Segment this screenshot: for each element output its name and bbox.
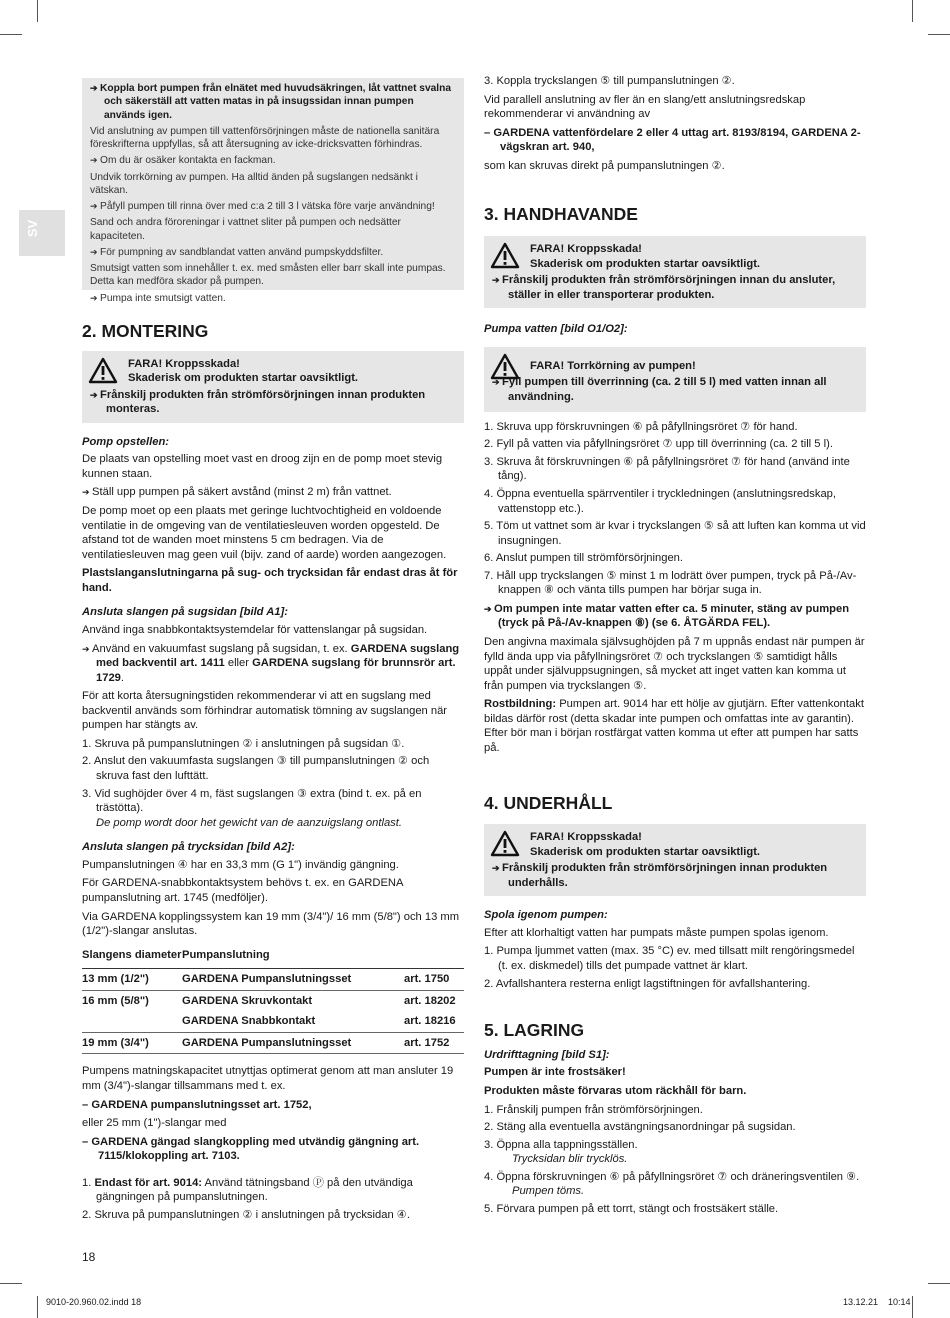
table-cell: art. 18216 [404, 1011, 464, 1032]
list-item [484, 487, 866, 516]
list-item [82, 754, 464, 783]
step-number: 2. [82, 755, 92, 768]
table-cell: art. 1752 [404, 1032, 464, 1054]
step-text: Använd tätningsband Ⓟ på den utvändiga gängningen på pumpanslutningen. [96, 1176, 413, 1204]
list-item [82, 737, 464, 752]
step-text: Skruva upp förskruvningen ⑥ på påfyllningsröret ⑦ för hand. [496, 420, 798, 433]
note-instruction: ➔ Koppla bort pumpen från elnätet med huvudsäkringen, låt vattnet svalna och säkerställ att vatten matas in på insugssidan innan pumpen används igen. [90, 82, 456, 122]
step-number: 1. [484, 945, 494, 958]
step-text: Håll upp tryckslangen ⑤ minst 1 m lodrätt över pumpen, tryck på På-/Av-knappen ⑧ och vänta tills pumpen har börjar suga in. [496, 569, 857, 597]
paragraph [484, 697, 866, 755]
list-item [484, 944, 866, 973]
product-item: – GARDENA gängad slangkoppling med utvändig gängning art. 7115/klokoppling art. 7103. [82, 1135, 464, 1164]
table-cell [82, 1011, 182, 1032]
text: eller [224, 657, 253, 670]
note-instruction: ➔ Om du är osäker kontakta en fackman. [90, 154, 456, 167]
warning-icon [490, 353, 520, 380]
step-number: 3. [82, 787, 92, 800]
note-text: Sand och andra föroreningar i vattnet sliter på pumpen och nedsätter kapaciteten. [90, 217, 401, 242]
note-text: Vid anslutning av pumpen till vattenförsörjningen måste de nationella sanitära föreskrifterna uppfyllas, så att återsugning av icke-dricksvatten förhindras. [90, 125, 440, 150]
step-text: Öppna förskruvningen ⑥ på påfyllningsröret ⑦ och dräneringsventilen ⑨. [496, 1170, 860, 1183]
list-item [484, 519, 866, 548]
step-text: Fyll på vatten via påfyllningsröret ⑦ upp till överrinning (ca. 2 till 5 l). [496, 438, 833, 451]
warning-title: FARA! Kroppsskada! [128, 357, 240, 370]
step-note: Pumpen töms. [512, 1185, 585, 1198]
step-text: Anslut pumpen till strömförsörjningen. [495, 552, 684, 565]
warning-action: ➔ Frånskilj produkten från strömförsörjningen innan produkten underhålls. [492, 861, 858, 890]
paragraph: Via GARDENA kopplingssystem kan 19 mm (3/4")/ 16 mm (5/8") och 13 mm (1/2")-slangar anslutas. [82, 910, 460, 938]
warning-icon [88, 357, 118, 384]
step-number: 2. [484, 438, 494, 451]
crop-mark [0, 34, 22, 35]
table-header-row [82, 945, 464, 969]
paragraph: Använd inga snabbkontaktsystemdelar för vattenslangar på sugsidan. [82, 623, 428, 636]
step-number: 1. [484, 420, 494, 433]
table-cell: GARDENA Pumpanslutningsset [182, 969, 404, 991]
table-row [82, 1032, 464, 1054]
step-text: Öppna eventuella spärrventiler i tryckledningen (anslutningsredskap, vattenstopp etc.). [496, 487, 837, 515]
right-column [484, 74, 866, 1220]
list-item [484, 1170, 866, 1199]
step-text: Skruva på pumpanslutningen ② i anslutningen på trycksidan ④. [94, 1208, 410, 1221]
footer-file: 9010-20.960.02.indd 18 [46, 1297, 142, 1307]
left-column [82, 78, 464, 1227]
crop-mark [0, 1283, 22, 1284]
warning-icon [490, 830, 520, 857]
table-cell: 13 mm (1/2") [82, 969, 182, 991]
list-item [484, 977, 866, 992]
list-item [484, 455, 866, 484]
section-title-montering: 2. MONTERING [82, 321, 209, 341]
section-title-handhavande: 3. HANDHAVANDE [484, 204, 638, 225]
subsection-title: Pumpa vatten [bild O1/O2]: [484, 323, 628, 336]
text: . [120, 671, 124, 684]
table-cell: GARDENA Snabbkontakt [182, 1011, 404, 1032]
crop-mark [37, 1296, 38, 1318]
step-note: Trycksidan blir trycklös. [512, 1153, 628, 1166]
list-item [484, 1138, 866, 1167]
list-item [484, 437, 866, 452]
paragraph: Efter att klorhaltigt vatten har pumpats måste pumpen spolas igenom. [484, 926, 829, 939]
warning-action: ➔ Frånskilj produkten från strömförsörjningen innan du ansluter, ställer in eller transporterar produkten. [492, 273, 858, 302]
table-header: Slangens diameter [82, 945, 182, 969]
step-text: Anslut den vakuumfasta sugslangen ③ till pumpanslutningen ② och skruva fast den lufttätt. [93, 755, 430, 782]
subsection-title: Pomp opstellen: [82, 435, 170, 448]
instruction [82, 642, 464, 686]
list-item [82, 1208, 464, 1223]
list-item [484, 569, 866, 598]
connection-table [82, 945, 464, 1055]
crop-mark [912, 0, 913, 22]
list-item [484, 1120, 866, 1135]
warning-text: Skaderisk om produkten startar oavsiktligt. [530, 845, 761, 858]
warning-title: FARA! Torrkörning av pumpen! [530, 359, 696, 372]
paragraph: Pumpanslutningen ④ har en 33,3 mm (G 1") invändig gängning. [82, 858, 399, 871]
step-list [484, 1103, 866, 1217]
paragraph: som kan skruvas direkt på pumpanslutningen ②. [484, 159, 725, 172]
step-list [82, 1176, 464, 1223]
warning-box [484, 347, 866, 412]
step-number: 1. [82, 737, 92, 750]
step-text: Skruva på pumpanslutningen ② i anslutningen på sugsidan ①. [94, 737, 405, 750]
step-number: 1. [82, 1176, 92, 1189]
crop-mark [912, 1296, 913, 1318]
text: Pumpen art. 9014 har ett hölje av gjutjärn. Efter vattenkontakt bildas därför rost (detta skadar inte pumpen och omfattas inte av garantin). Efter bör man i början rostfärgat vatten komma ut efter att pumpen har satts på. [484, 698, 864, 754]
table-cell: GARDENA Pumpanslutningsset [182, 1032, 404, 1054]
crop-mark [37, 0, 38, 22]
table-row [82, 969, 464, 991]
list-item [82, 1176, 464, 1205]
warning-box [82, 351, 464, 423]
step-text: Öppna alla tappningsställen. [496, 1138, 638, 1151]
table-header [404, 945, 464, 969]
step-text: Pumpa ljummet vatten (max. 35 °C) ev. med tillsatt milt rengöringsmedel (t. ex. diskmedel) tills det pumpade vattnet är klart. [496, 945, 855, 972]
warning-action: ➔ Frånskilj produkten från strömförsörjningen innan produkten monteras. [90, 388, 456, 417]
table-cell: GARDENA Skruvkontakt [182, 994, 313, 1007]
table-cell: art. 1750 [404, 969, 464, 991]
list-item [82, 787, 464, 831]
paragraph: För GARDENA-snabbkontaktsystem behövs t. ex. en GARDENA pumpanslutning art. 1745 (medföljer). [82, 877, 403, 904]
paragraph: För att korta återsugningstiden rekommenderar vi att en sugslang med backventil används som förhindrar automatisk tömning av sugslangen när pumpen har stängts av. [82, 690, 448, 732]
footer-time: 10:14 [888, 1297, 911, 1307]
note-text: Undvik torrkörning av pumpen. Ha alltid änden på sugslangen nedsänkt i vätskan. [90, 171, 418, 196]
section-title-lagring: 5. LAGRING [484, 1020, 585, 1041]
list-item [484, 1103, 866, 1118]
language-tab-label: SV [25, 219, 41, 238]
list-item [484, 1202, 866, 1217]
step-text: Skruva åt förskruvningen ⑥ på påfyllningsröret ⑦ för hand (använd inte tång). [496, 455, 850, 483]
warning-text: Skaderisk om produkten startar oavsiktligt. [530, 257, 761, 270]
warning-box [484, 824, 866, 896]
warning-icon [490, 242, 520, 269]
paragraph: De plaats van opstelling moet vast en droog zijn en de pomp moet stevig kunnen staan. [82, 453, 443, 480]
step-number: 3. [484, 455, 494, 468]
step-number: 4. [484, 487, 494, 500]
subsection-title: Ansluta slangen på trycksidan [bild A2]: [82, 841, 295, 854]
step-note: De pomp wordt door het gewicht van de aanzuigslang ontlast. [96, 816, 402, 829]
paragraph-bold: Pumpen är inte frostsäker! [484, 1066, 626, 1079]
warning-title: FARA! Kroppsskada! [530, 243, 642, 256]
subsection-title: Urdrifttagning [bild S1]: [484, 1048, 610, 1061]
paragraph: Pumpens matningskapacitet utnyttjas optimerat genom att man ansluter 19 mm (3/4")-slangar tillsammans med t. ex. [82, 1065, 454, 1092]
step-text: Frånskilj pumpen från strömförsörjningen. [496, 1103, 703, 1116]
step-number: 3. [484, 1138, 494, 1151]
table-row [82, 990, 464, 1011]
step-number: 5. [484, 1202, 494, 1215]
note-instruction: ➔ Pumpa inte smutsigt vatten. [90, 292, 456, 305]
list-item [484, 551, 866, 566]
step-number: 5. [484, 520, 494, 533]
paragraph: Den angivna maximala självsughöjden på 7 m uppnås endast när pumpen är fylld ända upp via påfyllningsröret ⑦ och tryckslangen ⑤ samtidigt hålls uppåt under självuppsugningen, så mycket att inget vatten kan komma ut från pumpen via tryckslangen ⑤. [484, 636, 865, 692]
instruction: ➔ Om pumpen inte matar vatten efter ca. 5 minuter, stäng av pumpen (tryck på På-/Av-knappen ⑧) (se 6. ÅTGÄRDA FEL). [484, 602, 866, 631]
text: Använd en vakuumfast sugslang på sugsidan, t. ex. [92, 642, 351, 655]
note-text: Smutsigt vatten som innehåller t. ex. med småsten eller barr skall inte pumpas. Detta kan medföra skador på pumpen. [90, 263, 446, 288]
step-number: 2. [484, 977, 494, 990]
step-list [82, 737, 464, 830]
warning-action: ➔ Fyll pumpen till överrinning (ca. 2 till 5 l) med vatten innan all användning. [492, 375, 858, 404]
step-number: 1. [484, 1103, 494, 1116]
step-number: 2. [484, 1121, 494, 1134]
paragraph-bold: Produkten måste förvaras utom räckhåll för barn. [484, 1084, 747, 1097]
step-list [484, 420, 866, 598]
table-header: Pumpanslutning [182, 945, 404, 969]
list-item [484, 420, 866, 435]
step-text: Avfallshantera resterna enligt lagstiftningen för avfallshantering. [495, 977, 811, 990]
notes-box [82, 78, 464, 304]
step-number: 6. [484, 552, 494, 565]
step-list [484, 944, 866, 991]
step-text: Förvara pumpen på ett torrt, stängt och frostsäkert ställe. [496, 1202, 779, 1215]
subsection-title: Spola igenom pumpen: [484, 909, 608, 922]
warning-text: Skaderisk om produkten startar oavsiktligt. [128, 372, 359, 385]
section-title-underhall: 4. UNDERHÅLL [484, 792, 613, 813]
step-text: Töm ut vattnet som är kvar i tryckslangen ⑤ så att luften kan komma ut vid insugningen. [496, 520, 866, 547]
warning-box [484, 236, 866, 308]
note-instruction: ➔ Påfyll pumpen till rinna över med c:a 2 till 3 l vätska före varje användning! [90, 200, 456, 213]
table-cell: 19 mm (3/4") [82, 1032, 182, 1054]
warning-title: FARA! Kroppsskada! [530, 831, 642, 844]
step-number: 7. [484, 569, 494, 582]
product-item: – GARDENA pumpanslutningsset art. 1752, [82, 1098, 464, 1113]
step-label: Endast för art. 9014: [94, 1176, 203, 1189]
label: Rostbildning: [484, 698, 557, 711]
paragraph: eller 25 mm (1")-slangar med [82, 1117, 227, 1130]
product-item: – GARDENA vattenfördelare 2 eller 4 uttag art. 8193/8194, GARDENA 2-vägskran art. 940, [484, 126, 866, 155]
step-number: 2. [82, 1208, 92, 1221]
paragraph-bold: Plastslanganslutningarna på sug- och trycksidan får endast dras åt för hand. [82, 567, 458, 594]
table-cell: 16 mm (5/8") [82, 994, 149, 1007]
language-tab [19, 210, 65, 256]
paragraph: De pomp moet op een plaats met geringe luchtvochtigheid en voldoende ventilatie in de omgeving van de ventilatiesleuven worden opgesteld. De afstand tot de wanden moet minstens 5 cm bedragen. Via de ventilatiesleuven mag geen vuil (bijv. zand of aarde) worden aangezogen. [82, 505, 447, 561]
crop-mark [928, 1283, 950, 1284]
step-text: 3. Koppla tryckslangen ⑤ till pumpanslutningen ②. [484, 75, 735, 87]
table-cell: art. 18202 [404, 994, 456, 1007]
page-number: 18 [82, 1250, 96, 1264]
step-number: 4. [484, 1170, 494, 1183]
note-instruction: ➔ För pumpning av sandblandat vatten använd pumpskyddsfilter. [90, 246, 456, 259]
table-row [82, 1011, 464, 1032]
subsection-title: Ansluta slangen på sugsidan [bild A1]: [82, 606, 288, 619]
footer-date: 13.12.21 [843, 1297, 879, 1307]
step-text: Stäng alla eventuella avstängningsanordningar på sugsidan. [496, 1121, 796, 1134]
crop-mark [928, 34, 950, 35]
instruction: ➔ Ställ upp pumpen på säkert avstånd (minst 2 m) från vattnet. [82, 485, 464, 500]
step-text: Vid sughöjder över 4 m, fäst sugslangen ③ extra (bind t. ex. på en trästötta). [94, 787, 422, 815]
paragraph: Vid parallell anslutning av fler än en slang/ett anslutningsredskap rekommenderar vi användning av [484, 93, 806, 121]
product-name: GARDENA sugslang för brunnsrör art. 1729 [96, 657, 456, 684]
product-name: GARDENA sugslang med backventil art. 1411 [96, 642, 460, 670]
